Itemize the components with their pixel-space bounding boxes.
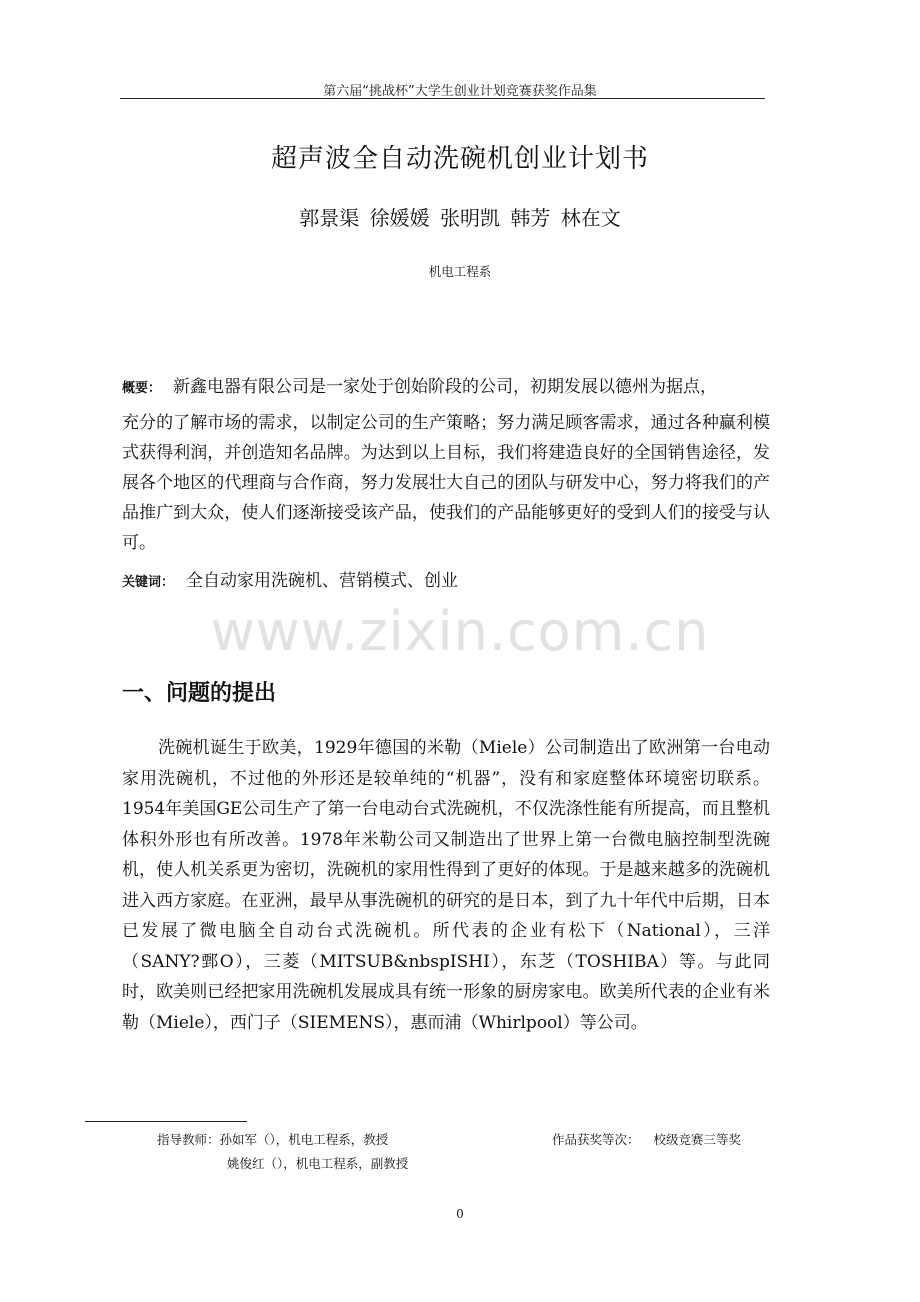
section-paragraph: 洗碗机诞生于欧美，1929年德国的米勒（Miele）公司制造出了欧洲第一台电动家用洗碗机，不过他的外形还是较单纯的“机器”，没有和家庭整体环境密切联系。1954年美国GE公司生产了第一台电动台式洗碗机，不仅洗涤性能有所提高，而且整机体积外形也有所改善。1978年米勒公司又制造出了世界上第一台微电脑控制型洗碗机，使人机关系更为密切，洗碗机的家用性得到了更好的体现。于是越来越多的洗碗机进入西方家庭。在亚洲，最早从事洗碗机的研究的是日本，到了九十年代中后期，日本已发展了微电脑全自动台式洗碗机。所代表的企业有松下（National），三洋（SANY?鄄O），三菱（MITSUB&nbspISHI），东芝（TOSHIBA）等。与此同时，欧美则已经把家用洗碗机发展成具有统一形象的厨房家电。欧美所代表的企业有米勒（Miele），西门子（SIEMENS），惠而浦（Whirlpool）等公司。 bbox=[122, 738, 770, 1033]
watermark: www.zixin.com.cn bbox=[210, 600, 710, 663]
section-heading: 一、问题的提出 bbox=[122, 681, 277, 706]
keywords-text: 全自动家用洗碗机、营销模式、创业 bbox=[186, 571, 459, 591]
footnote-rule bbox=[85, 1121, 247, 1122]
authors: 郭景渠 徐媛媛 张明凯 韩芳 林在文 bbox=[299, 206, 621, 230]
award-value: 校级竞赛三等奖 bbox=[653, 1132, 742, 1147]
award-label: 作品获奖等次： bbox=[552, 1132, 640, 1147]
page-number: 0 bbox=[456, 1207, 464, 1221]
keywords-label: 关键词： bbox=[122, 575, 175, 590]
department: 机电工程系 bbox=[428, 264, 492, 279]
abstract-first-text: 新鑫电器有限公司是一家处于创始阶段的公司，初期发展以德州为据点， bbox=[173, 377, 718, 397]
keywords bbox=[122, 566, 770, 598]
award-line bbox=[552, 1130, 741, 1148]
advisor-line-1: 指导教师：孙如军（），机电工程系，教授 bbox=[157, 1132, 389, 1147]
header-rule bbox=[120, 98, 765, 99]
abstract bbox=[122, 370, 770, 558]
abstract-first-line bbox=[122, 370, 770, 406]
advisor-line-2: 姚俊红（），机电工程系，副教授 bbox=[227, 1156, 409, 1171]
abstract-label: 概要： bbox=[122, 381, 162, 396]
page-title: 超声波全自动洗碗机创业计划书 bbox=[270, 144, 649, 174]
running-header: 第六届“挑战杯”大学生创业计划竞赛获奖作品集 bbox=[323, 84, 597, 99]
abstract-body: 充分的了解市场的需求，以制定公司的生产策略；努力满足顾客需求，通过各种赢利模式获得利润，并创造知名品牌。为达到以上目标，我们将建造良好的全国销售途径，发展各个地区的代理商与合作商，努力发展壮大自己的团队与研发中心，努力将我们的产品推广到大众，使人们逐渐接受该产品，使我们的产品能够更好的受到人们的接受与认可。 bbox=[122, 413, 770, 553]
